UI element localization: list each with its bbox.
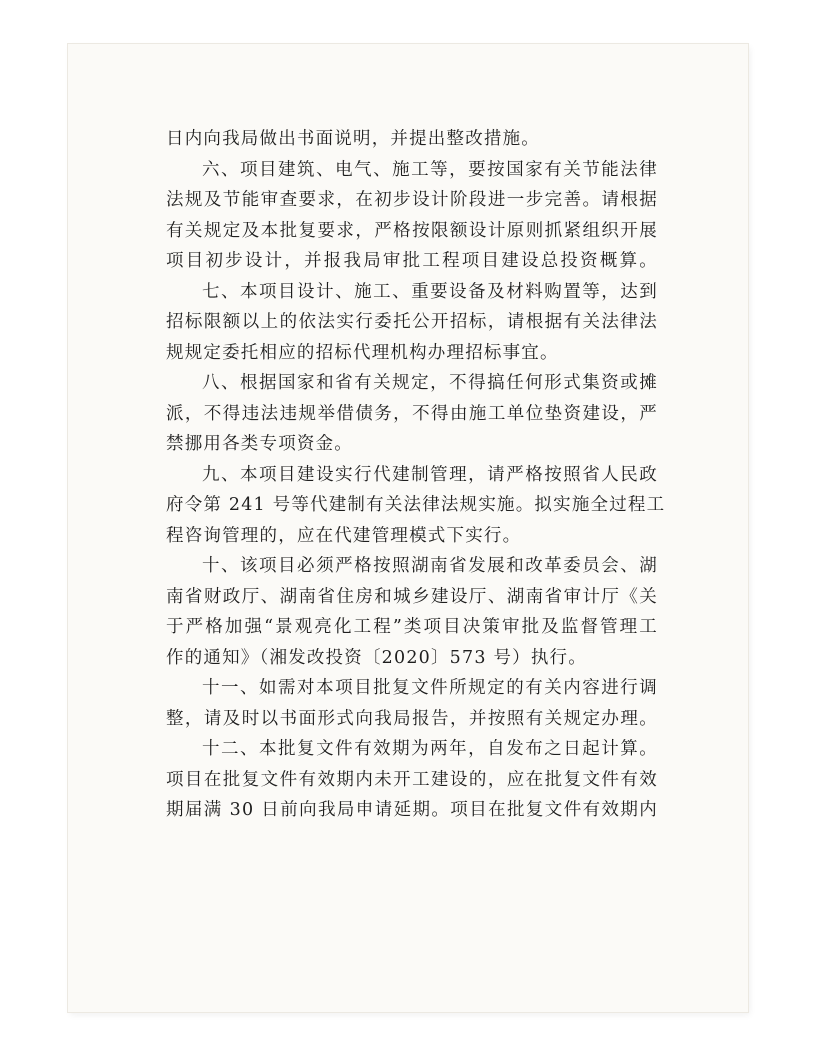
body-line: 府令第 241 号等代建制有关法律法规实施。拟实施全过程工 — [166, 495, 666, 515]
body-line: 九、本项目建设实行代建制管理，请严格按照省人民政 — [202, 464, 658, 485]
body-line: 禁挪用各类专项资金。 — [166, 434, 353, 454]
body-line: 日内向我局做出书面说明，并提出整改措施。 — [166, 129, 540, 149]
body-line: 规规定委托相应的招标代理机构办理招标事宜。 — [166, 342, 559, 363]
body-line: 十二、本批复文件有效期为两年，自发布之日起计算。 — [202, 739, 658, 759]
body-line: 七、本项目设计、施工、重要设备及材料购置等，达到 — [202, 281, 658, 302]
body-line: 南省财政厅、湖南省住房和城乡建设厅、湖南省审计厅《关 — [166, 586, 658, 607]
document-body — [166, 124, 666, 826]
body-line: 有关规定及本批复要求，严格按限额设计原则抓紧组织开展 — [166, 220, 658, 241]
body-line: 招标限额以上的依法实行委托公开招标，请根据有关法律法 — [166, 312, 658, 332]
body-line: 整，请及时以书面形式向我局报告，并按照有关规定办理。 — [166, 708, 658, 729]
body-line: 于严格加强“景观亮化工程”类项目决策审批及监督管理工 — [166, 617, 658, 637]
body-line: 派，不得违法违规举借债务，不得由施工单位垫资建设，严 — [166, 403, 658, 424]
body-line: 法规及节能审查要求，在初步设计阶段进一步完善。请根据 — [166, 190, 658, 210]
body-line: 程咨询管理的，应在代建管理模式下实行。 — [166, 525, 522, 546]
body-line: 项目在批复文件有效期内未开工建设的，应在批复文件有效 — [166, 769, 658, 790]
body-line: 项目初步设计，并报我局审批工程项目建设总投资概算。 — [166, 251, 658, 271]
body-line: 六、项目建筑、电气、施工等，要按国家有关节能法律 — [202, 159, 658, 180]
body-line: 作的通知》（湘发改投资〔2020〕573 号）执行。 — [166, 647, 587, 668]
body-line: 十一、如需对本项目批复文件所规定的有关内容进行调 — [202, 678, 658, 698]
body-line: 八、根据国家和省有关规定，不得搞任何形式集资或摊 — [202, 373, 658, 393]
body-line: 期届满 30 日前向我局申请延期。项目在批复文件有效期内 — [166, 800, 658, 820]
body-line: 十、该项目必须严格按照湖南省发展和改革委员会、湖 — [202, 556, 658, 576]
